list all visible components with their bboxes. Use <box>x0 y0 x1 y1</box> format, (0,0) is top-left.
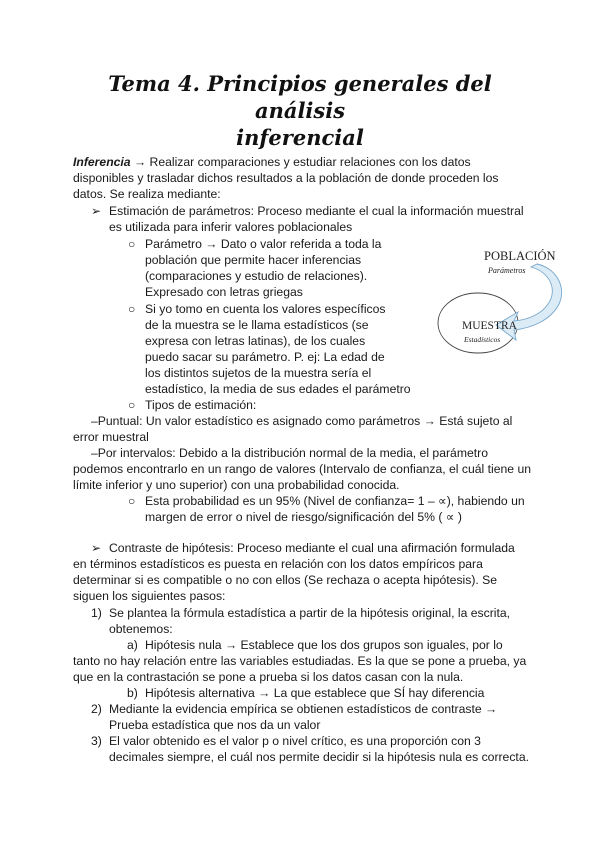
parametros-label: Parámetros <box>488 266 526 275</box>
step1-line-2: obtenemos: <box>109 622 173 636</box>
puntual-line-2: error muestral <box>73 430 149 444</box>
title-line-2: inferencial <box>236 125 364 150</box>
title-line-1: Tema 4. Principios generales del análisis <box>108 71 492 123</box>
intro-text-1: → Realizar comparaciones y estudiar relaciones con los datos <box>130 155 471 169</box>
step-a-cont-2: que en la contrastación se pone a prueba si los datos casan con la nula. <box>73 670 464 684</box>
poblacion-label: POBLACIÓN <box>484 249 556 263</box>
contraste-line-2: en términos estadísticos es puesta en relación con los datos empíricos para <box>73 557 483 571</box>
estadisticos-label: Estadísticos <box>464 335 501 344</box>
estadistico-line: de la muestra se le llama estadísticos (se <box>145 318 369 332</box>
estadistico-line: los distintos sujetos de la muestra sería el <box>145 366 372 380</box>
contraste-line-1: Contraste de hipótesis: Proceso mediante el cual una afirmación formulada <box>109 541 515 555</box>
intro-line-2: disponibles y trasladar dichos resultados a la población de donde proceden los <box>73 171 499 185</box>
contraste-line-3: determinar si es compatible o no con ellos (Se rechaza o acepta hipótesis). Se <box>73 573 498 587</box>
estadistico-line: puedo sacar su parámetro. P. ej: La edad de <box>145 350 385 364</box>
step2-line-1: Mediante la evidencia empírica se obtienen estadísticos de contraste → <box>109 702 498 716</box>
muestra-label: MUESTRA <box>462 320 517 332</box>
intervalos-line-3: límite inferior y uno superior) con una probabilidad conocida. <box>73 478 400 492</box>
step2-line-2: Prueba estadística que nos da un valor <box>109 718 321 732</box>
estimacion-line-1: Estimación de parámetros: Proceso mediante el cual la información muestral <box>109 204 524 218</box>
estadistico-line: estadístico, la media de sus edades el parámetro <box>145 382 411 396</box>
estimacion-bullet: ➢ <box>91 204 102 218</box>
probabilidad-line-1: Esta probabilidad es un 95% (Nivel de confianza= 1 – ∝), habiendo un <box>145 494 525 508</box>
step-a-label: a) <box>127 638 138 652</box>
intervalos-line-2: podemos encontrarlo en un rango de valores (Intervalo de confianza, el cuál tiene un <box>73 462 532 476</box>
estimacion-line-2: es utilizada para inferir valores poblacionales <box>109 220 353 234</box>
step3-line-2: decimales siempre, el cuál nos permite decidir si la hipótesis nula es correcta. <box>109 750 529 764</box>
estadistico-bullet: ○ <box>128 302 136 316</box>
parametro-line: Expresado con letras griegas <box>145 285 303 299</box>
inferencia-term: Inferencia <box>73 155 131 169</box>
tipos-bullet: ○ <box>128 398 136 412</box>
step3-number: 3) <box>91 734 102 748</box>
parametro-line: (comparaciones y estudio de relaciones). <box>145 269 368 283</box>
parametro-line: población que permite hacer inferencias <box>145 253 362 267</box>
intervalos-line-1: –Por intervalos: Debido a la distribución normal de la media, el parámetro <box>91 446 488 460</box>
contraste-bullet: ➢ <box>91 541 102 555</box>
parametro-bullet: ○ <box>128 237 136 251</box>
step1-number: 1) <box>91 606 102 620</box>
page-title <box>60 70 540 151</box>
intro-line-1 <box>73 154 471 170</box>
probabilidad-line-2: margen de error o nivel de riesgo/significación del 5% ( ∝ ) <box>145 510 462 524</box>
intro-line-3: datos. Se realiza mediante: <box>73 187 221 201</box>
step1-line-1: Se plantea la fórmula estadística a partir de la hipótesis original, la escrita, <box>109 606 511 620</box>
estadistico-line: Si yo tomo en cuenta los valores específicos <box>145 302 386 316</box>
step-b-text: Hipótesis alternativa → La que establece que SÍ hay diferencia <box>145 686 485 700</box>
probabilidad-bullet: ○ <box>128 494 136 508</box>
estadistico-line: expresa con letras latinas), de los cuales <box>145 334 366 348</box>
parametro-line: Parámetro → Dato o valor referida a toda la <box>145 237 382 251</box>
tipos-line: Tipos de estimación: <box>145 398 257 412</box>
step-a-cont-1: tanto no hay relación entre las variables estudiadas. Es la que se pone a prueba, ya <box>73 654 527 668</box>
step2-number: 2) <box>91 702 102 716</box>
contraste-line-4: siguen los siguientes pasos: <box>73 589 226 603</box>
puntual-line-1: –Puntual: Un valor estadístico es asignado como parámetros → Está sujeto al <box>91 414 513 428</box>
step3-line-1: El valor obtenido es el valor p o nivel crítico, es una proporción con 3 <box>109 734 481 748</box>
step-a-text: Hipótesis nula → Establece que los dos grupos son iguales, por lo <box>145 638 503 652</box>
poblacion-muestra-diagram <box>434 246 564 356</box>
step-b-label: b) <box>127 686 138 700</box>
